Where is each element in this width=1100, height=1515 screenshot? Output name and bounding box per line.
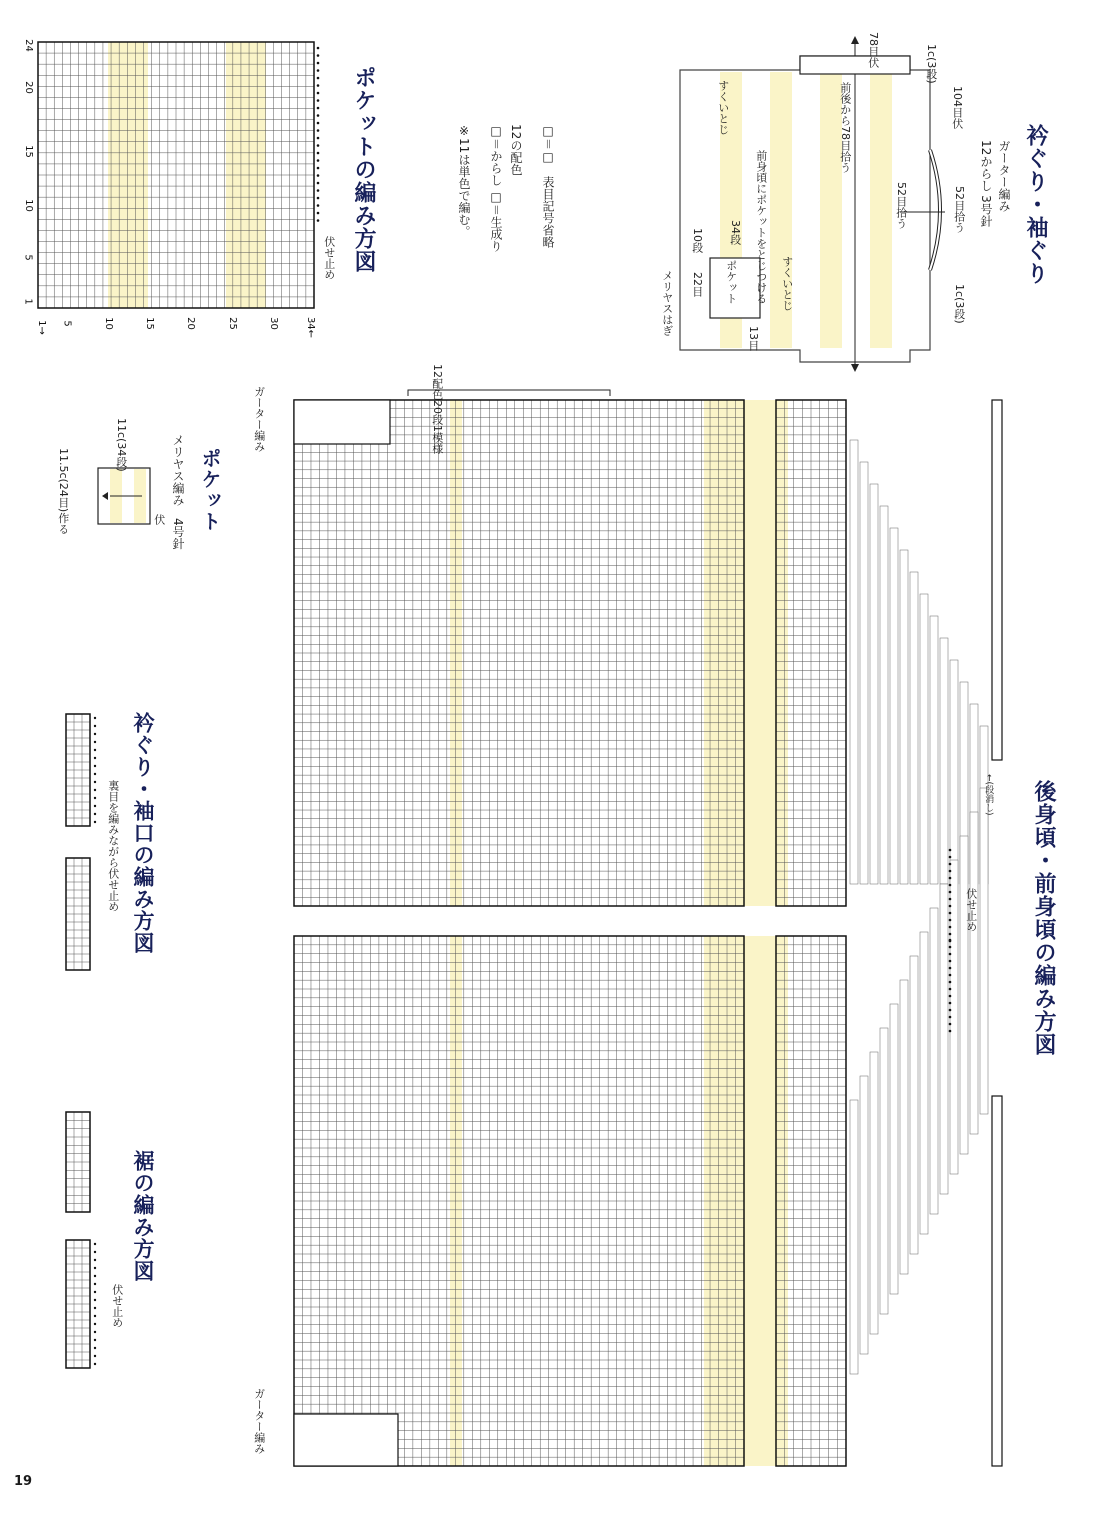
shaping-cell: [900, 980, 908, 1274]
shaping-cell: [850, 1100, 858, 1374]
schematic-label-sukui-2: すくいとじ: [780, 256, 794, 311]
legend-symbol-note: □＝□ 表目記号省略: [541, 124, 555, 249]
neck-chart-note: 裏目を編みながら伏せ止め: [106, 780, 120, 912]
pocket-row-tick: 5: [22, 254, 34, 261]
bindoff-dot: [94, 1331, 96, 1333]
shaping-cell: [910, 956, 918, 1254]
bindoff-dot: [317, 129, 320, 132]
bindoff-dot: [949, 863, 952, 866]
bindoff-dot: [94, 805, 96, 807]
bindoff-dot: [94, 797, 96, 799]
bindoff-dot: [949, 939, 952, 942]
schematic-label-graft: メリヤスはぎ: [660, 270, 674, 336]
grid-lines: [66, 714, 90, 826]
bindoff-dot: [317, 92, 320, 95]
bindoff-dot: [317, 219, 320, 222]
pocket-col-tick: 15: [143, 317, 155, 330]
shaping-cell: [860, 1076, 868, 1354]
bindoff-dot: [317, 69, 320, 72]
bindoff-dot: [94, 1251, 96, 1253]
hem-chart-bindoff: 伏せ止め: [110, 1284, 124, 1328]
hem-upper-grid: [66, 1112, 90, 1212]
pocket-col-tick: 34←: [305, 316, 317, 339]
bindoff-dot: [94, 1259, 96, 1261]
bindoff-dot: [94, 1363, 96, 1365]
bindoff-dot: [317, 189, 320, 192]
bindoff-dot: [949, 905, 952, 908]
pocket-diagram-title: ポケット: [198, 448, 222, 532]
bindoff-dot: [94, 813, 96, 815]
grid-lines: [294, 936, 744, 1466]
neck-lower-grid: [66, 858, 90, 970]
shaping-cell: [940, 638, 948, 884]
bindoff-dot: [94, 757, 96, 759]
bindoff-dot: [94, 1291, 96, 1293]
schematic-subtitle-1: ガーター編み: [997, 140, 1011, 212]
pocket-row-tick: 10: [22, 199, 34, 212]
schematic-label-10rows: 10段: [690, 228, 704, 253]
bindoff-dot: [317, 84, 320, 87]
shaping-cell: [920, 932, 928, 1234]
bindoff-dot: [949, 967, 952, 970]
bindoff-dot: [94, 1275, 96, 1277]
pocket-col-tick: 25: [226, 317, 238, 330]
bindoff-dot: [317, 197, 320, 200]
shaping-cell: [900, 550, 908, 884]
schematic-label-78: 78目伏: [866, 32, 880, 68]
edge-column: [992, 400, 1002, 760]
pocket-col-tick: 5: [61, 320, 73, 327]
bindoff-dot: [317, 77, 320, 80]
bindoff-dot: [94, 749, 96, 751]
bindoff-dot: [949, 1002, 952, 1005]
bindoff-dot: [949, 926, 952, 929]
bindoff-dot: [94, 1243, 96, 1245]
pocket-row-tick: 20: [22, 81, 34, 94]
arrow-head: [851, 36, 859, 44]
bindoff-dot: [94, 725, 96, 727]
shaping-cell: [930, 616, 938, 884]
bindoff-dot: [949, 953, 952, 956]
body-chart-pattern-label: 12配色20段1模様: [430, 364, 444, 454]
bindoff-dot: [949, 891, 952, 894]
bindoff-dot: [94, 733, 96, 735]
bindoff-dot: [949, 995, 952, 998]
bindoff-dot: [317, 47, 320, 50]
bindoff-dot: [949, 946, 952, 949]
schematic-label-104: 104目伏: [950, 86, 964, 129]
bindoff-dot: [949, 849, 952, 852]
schematic-label-1c-top: 1c(3段): [924, 44, 938, 84]
body-chart-bindoff: 伏せ止め: [964, 888, 978, 932]
bindoff-dot: [949, 870, 952, 873]
shaping-cell: [980, 788, 988, 1114]
edge-column: [992, 1096, 1002, 1466]
bindoff-dot: [317, 114, 320, 117]
shaping-cell: [930, 908, 938, 1214]
schematic-label-34: 34段: [728, 220, 742, 245]
bindoff-dot: [949, 884, 952, 887]
body-chart-title: 後身頃・前身頃の編み方図: [1031, 780, 1056, 1056]
body-chart-garter-top: ガーター編み: [252, 386, 266, 452]
bindoff-dot: [94, 1347, 96, 1349]
body-chart-grid: [250, 380, 1040, 1490]
upper-left-grid: [294, 400, 744, 906]
bindoff-dot: [317, 204, 320, 207]
garter-block: [294, 400, 390, 444]
bindoff-dot: [317, 182, 320, 185]
bindoff-dot: [317, 167, 320, 170]
bindoff-dot: [949, 960, 952, 963]
bindoff-dot: [949, 1009, 952, 1012]
bindoff-dot: [317, 212, 320, 215]
bindoff-dot: [949, 988, 952, 991]
schematic-label-52: 52目拾う: [952, 186, 966, 233]
neck-band: [800, 56, 910, 74]
schematic-label-22sts: 22目: [690, 272, 704, 297]
bindoff-dot: [94, 781, 96, 783]
bindoff-dot: [94, 789, 96, 791]
pocket-chart-bindoff-label: 伏せ止め: [322, 236, 336, 280]
bindoff-dot: [317, 144, 320, 147]
schematic-label-52b: 52目拾う: [894, 182, 908, 229]
pocket-col-tick: 10: [102, 317, 114, 330]
neck-upper-grid: [66, 714, 90, 826]
pocket-chart-title: ポケットの編み方図: [351, 66, 376, 273]
bindoff-dot: [317, 107, 320, 110]
bindoff-dot: [94, 1315, 96, 1317]
schematic-label-front-back: 前後から78目拾う: [838, 82, 852, 173]
bindoff-dot: [94, 1355, 96, 1357]
legend-note: ※11は単色で編む。: [457, 124, 471, 238]
pocket-col-tick: 30: [267, 317, 279, 330]
shaping-cell: [870, 1052, 878, 1334]
bindoff-dot: [94, 741, 96, 743]
shaping-cell: [890, 1004, 898, 1294]
hem-chart-grid: [60, 1110, 100, 1370]
bindoff-dot: [317, 159, 320, 162]
grid-lines: [66, 1240, 90, 1368]
grid-lines: [38, 42, 314, 308]
bindoff-dot: [949, 856, 952, 859]
bindoff-dot: [949, 877, 952, 880]
body-chart-garter-bottom: ガーター編み: [252, 1388, 266, 1454]
pocket-diagram-subtitle: メリヤス編み 4号針: [171, 434, 185, 550]
lower-right-grid: [776, 936, 846, 1466]
bindoff-dot: [94, 765, 96, 767]
bindoff-dot: [949, 919, 952, 922]
body-chart-short-rows: ←(段消し): [983, 774, 994, 816]
schematic-stripe: [870, 72, 892, 348]
grid-lines: [66, 1112, 90, 1212]
schematic-subtitle-2: 12からし 3号針: [979, 140, 993, 227]
bindoff-dot: [317, 122, 320, 125]
grid-lines: [776, 936, 846, 1466]
bindoff-dot: [94, 1299, 96, 1301]
arrow-head: [851, 364, 859, 372]
shaping-cell: [860, 462, 868, 884]
shaping-cell: [940, 884, 948, 1194]
pocket-row-tick: 15: [22, 145, 34, 158]
bindoff-dot: [317, 54, 320, 57]
bindoff-dot: [94, 1267, 96, 1269]
bindoff-dot: [949, 1030, 952, 1033]
schematic-label-13sts: 13目: [746, 326, 760, 351]
bindoff-dot: [949, 1016, 952, 1019]
bindoff-dot: [317, 174, 320, 177]
pocket-diagram-bindoff: 伏: [152, 514, 166, 525]
legend-color-heading: 12の配色: [509, 124, 523, 176]
pocket-col-tick: 20: [184, 317, 196, 330]
shaping-cell: [970, 812, 978, 1134]
pocket-row-tick: 1: [22, 298, 34, 305]
page-number: 19: [14, 1474, 33, 1489]
bindoff-dot: [94, 821, 96, 823]
bindoff-dot: [94, 773, 96, 775]
shaping-cell: [880, 1028, 888, 1314]
bindoff-dot: [317, 62, 320, 65]
bindoff-dot: [94, 717, 96, 719]
schematic-title: 衿ぐり・袖ぐり: [1023, 124, 1048, 285]
bindoff-dot: [949, 933, 952, 936]
neck-chart-title: 衿ぐり・袖口の編み方図: [131, 712, 155, 954]
schematic-label-attach: 前身頃にポケットをとじつける: [754, 150, 768, 304]
pocket-diagram-height: 11c(34段): [114, 418, 128, 472]
bindoff-dot: [949, 974, 952, 977]
bindoff-dot: [317, 152, 320, 155]
grid-lines: [294, 400, 744, 906]
shaping-cell: [910, 572, 918, 884]
bindoff-dot: [949, 912, 952, 915]
lower-left-grid: [294, 936, 744, 1466]
pocket-row-tick: 24: [22, 39, 34, 52]
bindoff-dot: [317, 99, 320, 102]
bindoff-dot: [949, 1023, 952, 1026]
schematic-label-1c-bottom: 1c(3段): [952, 284, 966, 324]
hem-lower-grid: [66, 1240, 90, 1368]
shaping-cell: [920, 594, 928, 884]
bindoff-dot: [949, 981, 952, 984]
neck-cuff-chart-grid: [60, 712, 100, 972]
bindoff-dot: [94, 1307, 96, 1309]
schematic-label-pocket: ポケット: [724, 260, 738, 304]
hem-chart-title: 裾の編み方図: [131, 1150, 155, 1282]
shaping-cell: [960, 836, 968, 1154]
bindoff-dot: [94, 1323, 96, 1325]
bindoff-dot: [94, 1283, 96, 1285]
grid-lines: [66, 858, 90, 970]
pocket-diagram-width: 11.5c(24目)作る: [56, 448, 70, 535]
schematic-label-sukui: すくいとじ: [716, 80, 730, 135]
garter-block: [294, 1414, 398, 1466]
bindoff-dot: [94, 1339, 96, 1341]
bindoff-dot: [317, 137, 320, 140]
shaping-cell: [890, 528, 898, 884]
bindoff-dot: [949, 898, 952, 901]
legend-color-key: □＝からし □＝生成り: [489, 124, 503, 252]
shaping-cell: [870, 484, 878, 884]
pocket-chart-grid: [36, 40, 316, 310]
pocket-col-tick: 1→: [35, 320, 47, 335]
shaping-cell: [880, 506, 888, 884]
shaping-cell: [850, 440, 858, 884]
pocket-grid: [38, 42, 314, 308]
